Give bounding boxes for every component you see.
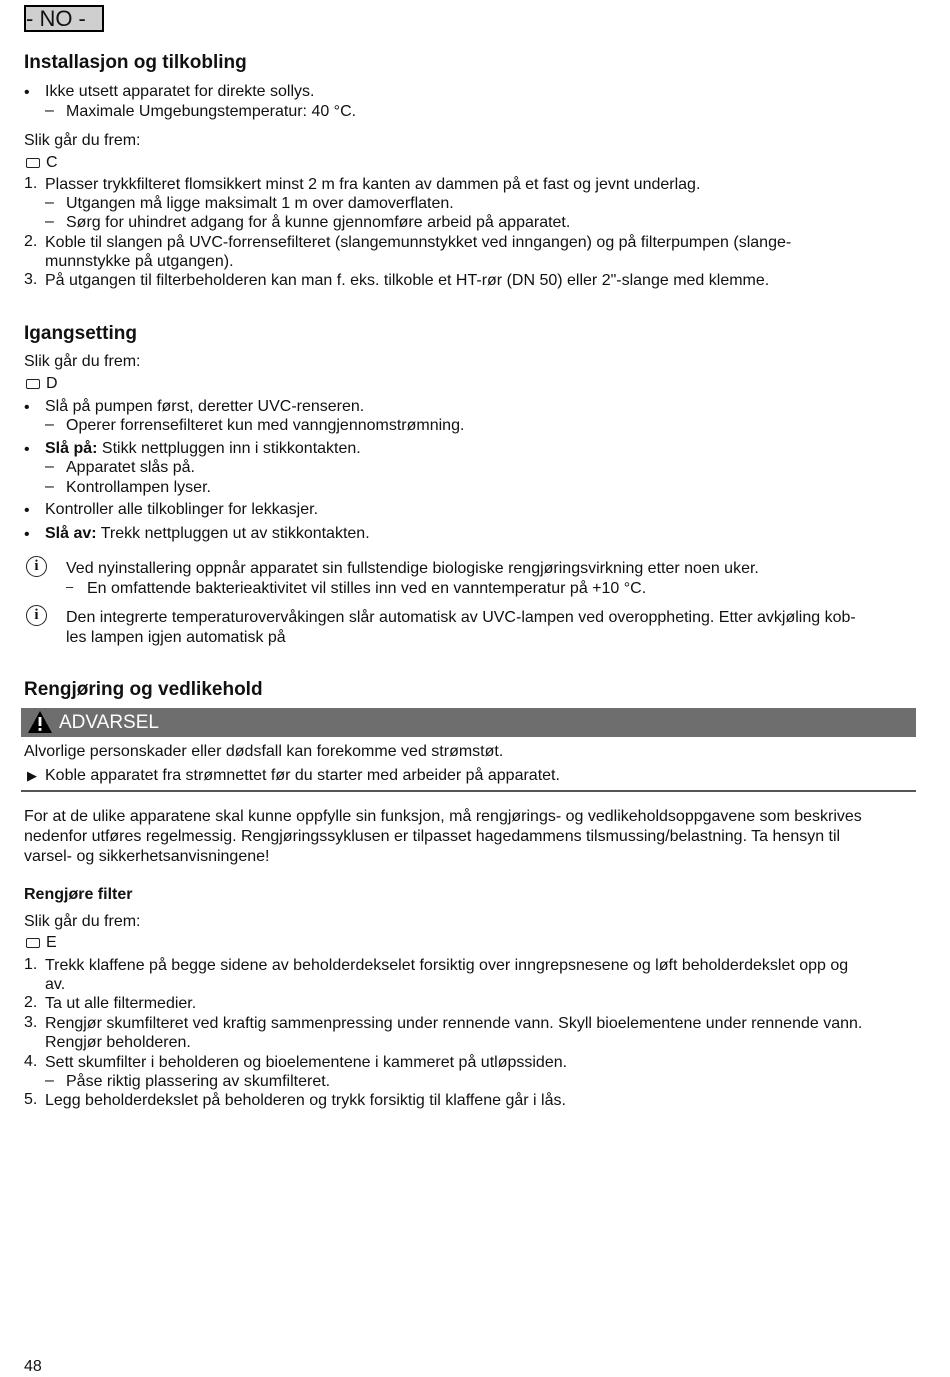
- dash-marker: –: [45, 1072, 54, 1089]
- step-text: Sett skumfilter i beholderen og bioelementene i kammeret på utløpssiden.: [45, 1054, 568, 1071]
- step-number: 5.: [24, 1091, 38, 1108]
- bullet-body: Trekk nettpluggen ut av stikkontakten.: [96, 525, 370, 542]
- step-number: 2.: [24, 994, 38, 1011]
- language-tag: - NO -: [24, 5, 104, 32]
- dash-marker: –: [45, 478, 54, 495]
- bullet-text: [45, 524, 370, 544]
- warning-label: ADVARSEL: [59, 712, 159, 733]
- bullet-marker: •: [24, 441, 30, 458]
- figure-reference: [26, 933, 57, 953]
- intro-paragraph-line: nedenfor utføres regelmessig. Rengjøringssyklusen er tilpasset hagedammens tilsmussing/belastning. Ta hensyn til: [24, 828, 841, 845]
- step-text: Legg beholderdekslet på beholderen og trykk forsiktig til klaffene går i lås.: [45, 1092, 566, 1109]
- bullet-marker: •: [24, 399, 30, 416]
- bullet-body: Stikk nettpluggen inn i stikkontakten.: [97, 440, 361, 457]
- dash-marker: –: [45, 213, 54, 230]
- step-number: 3.: [24, 271, 38, 288]
- step-text: Rengjør skumfilteret ved kraftig sammenpressing under rennende vann. Skyll bioelementene under rennende vann.: [45, 1015, 863, 1032]
- step-text: Ta ut alle filtermedier.: [45, 995, 197, 1012]
- step-text: Plasser trykkfilteret flomsikkert minst 2 m fra kanten av dammen på et fast og jevnt underlag.: [45, 176, 701, 193]
- step-number: 4.: [24, 1053, 38, 1070]
- procedure-label: Slik går du frem:: [24, 353, 141, 370]
- step-number: 1.: [24, 956, 38, 973]
- figure-icon: [26, 158, 40, 168]
- dash-text: Operer forrensefilteret kun med vanngjennomstrømning.: [66, 417, 465, 434]
- warning-banner: [21, 708, 916, 737]
- section-heading-maintenance: Rengjøring og vedlikehold: [24, 679, 263, 700]
- info-icon: i: [26, 605, 47, 626]
- figure-letter: D: [46, 375, 58, 392]
- bold-label: Slå på:: [45, 440, 98, 457]
- step-text: Koble til slangen på UVC-forrensefilteret (slangemunnstykket ved inngangen) og på filterpumpen (slange-: [45, 234, 792, 251]
- dash-marker: –: [66, 579, 74, 594]
- bullet-text: [45, 439, 361, 459]
- warning-triangle-icon: [27, 710, 53, 734]
- intro-paragraph-line: For at de ulike apparatene skal kunne oppfylle sin funksjon, må rengjørings- og vedlikeholdsoppgavene som beskrives: [24, 808, 862, 825]
- info-text: Den integrerte temperaturovervåkingen slår automatisk av UVC-lampen ved overoppheting. Etter avkjøling kob-: [66, 609, 856, 626]
- dash-text: Apparatet slås på.: [66, 459, 195, 476]
- figure-letter: E: [46, 934, 57, 951]
- bullet-marker: •: [24, 84, 30, 101]
- bullet-marker: •: [24, 526, 30, 543]
- figure-reference: [26, 153, 58, 173]
- dash-marker: –: [45, 194, 54, 211]
- section-heading-installation: Installasjon og tilkobling: [24, 52, 247, 73]
- step-text: Trekk klaffene på begge sidene av beholderdekselet forsiktig over inngrepsnesene og løft beholderdekslet opp og: [45, 957, 849, 974]
- page-number: 48: [24, 1358, 42, 1375]
- figure-icon: [26, 938, 40, 948]
- dash-text: Påse riktig plassering av skumfilteret.: [66, 1073, 331, 1090]
- action-arrow-icon: ▶: [27, 768, 37, 783]
- dash-marker: –: [45, 102, 54, 119]
- divider: [21, 790, 916, 792]
- dash-text: En omfattende bakterieaktivitet vil stilles inn ved en vanntemperatur på +10 °C.: [87, 580, 647, 597]
- procedure-label: Slik går du frem:: [24, 132, 141, 149]
- bullet-text: Slå på pumpen først, deretter UVC-renseren.: [45, 398, 365, 415]
- procedure-label: Slik går du frem:: [24, 913, 141, 930]
- step-text-continued: munnstykke på utgangen).: [45, 253, 234, 270]
- warning-action: Koble apparatet fra strømnettet før du starter med arbeider på apparatet.: [45, 767, 560, 784]
- dash-marker: –: [45, 458, 54, 475]
- info-text-continued: les lampen igjen automatisk på: [66, 629, 286, 646]
- dash-marker: –: [45, 416, 54, 433]
- step-text-continued: av.: [45, 976, 66, 993]
- bullet-text: Kontroller alle tilkoblinger for lekkasjer.: [45, 501, 319, 518]
- bullet-marker: •: [24, 502, 30, 519]
- intro-paragraph-line: varsel- og sikkerhetsanvisningene!: [24, 848, 270, 865]
- step-number: 3.: [24, 1014, 38, 1031]
- section-heading-startup: Igangsetting: [24, 323, 137, 344]
- step-text-continued: Rengjør beholderen.: [45, 1034, 191, 1051]
- info-text: Ved nyinstallering oppnår apparatet sin fullstendige biologiske rengjøringsvirkning etter noen uker.: [66, 560, 759, 577]
- bullet-text: Ikke utsett apparatet for direkte sollys.: [45, 83, 315, 100]
- figure-reference: [26, 374, 58, 394]
- warning-text: Alvorlige personskader eller dødsfall kan forekomme ved strømstøt.: [24, 743, 504, 760]
- figure-icon: [26, 379, 40, 389]
- step-text: På utgangen til filterbeholderen kan man f. eks. tilkoble et HT-rør (DN 50) eller 2"-slange med klemme.: [45, 272, 770, 289]
- subsection-heading-clean-filter: Rengjøre filter: [24, 886, 133, 903]
- step-number: 2.: [24, 233, 38, 250]
- dash-text: Sørg for uhindret adgang for å kunne gjennomføre arbeid på apparatet.: [66, 214, 571, 231]
- dash-text: Utgangen må ligge maksimalt 1 m over damoverflaten.: [66, 195, 454, 212]
- info-icon: i: [26, 556, 47, 577]
- dash-text: Maximale Umgebungstemperatur: 40 °C.: [66, 103, 357, 120]
- figure-letter: C: [46, 154, 58, 171]
- bold-label: Slå av:: [45, 525, 97, 542]
- dash-text: Kontrollampen lyser.: [66, 479, 211, 496]
- step-number: 1.: [24, 175, 38, 192]
